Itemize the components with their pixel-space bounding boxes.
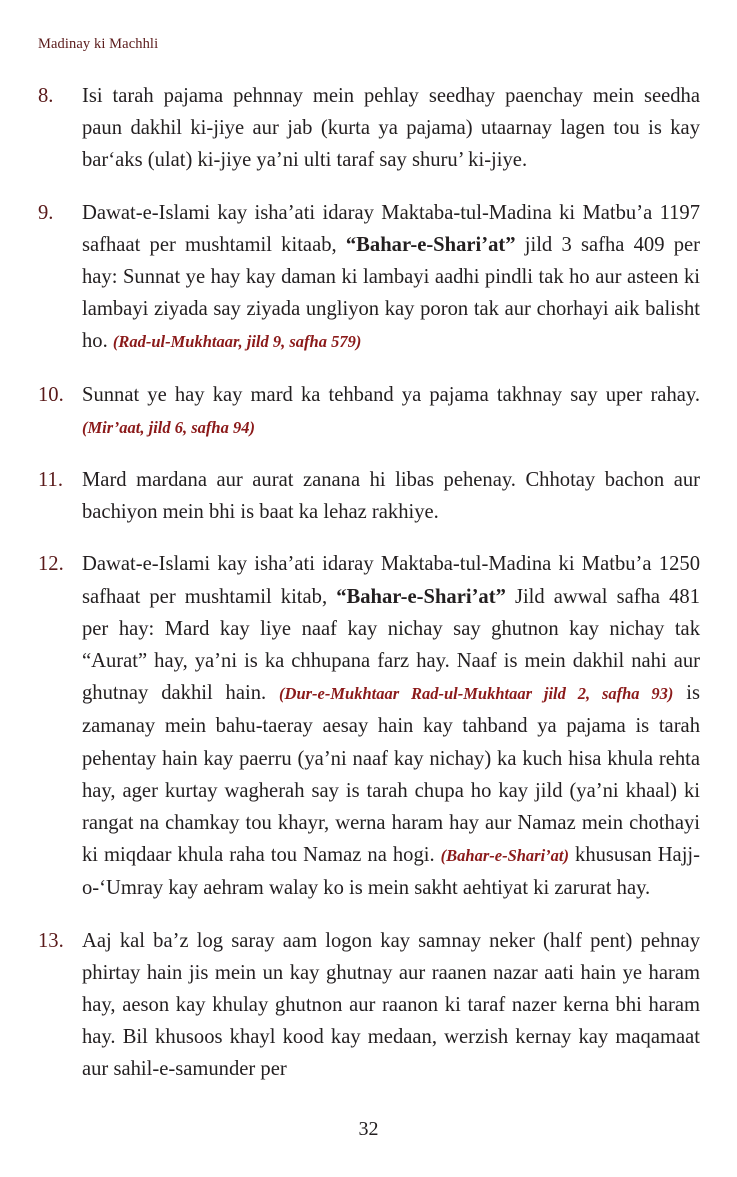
list-item-8 (38, 80, 700, 177)
list-item-9 (38, 197, 700, 359)
citation: (Dur-e-Mukhtaar Rad-ul-Mukhtaar jild 2, safha 93) (279, 684, 674, 704)
item-list (38, 80, 700, 1106)
citation: (Bahar-e-Shari’at) (440, 846, 569, 866)
item-text: Aaj kal ba’z log saray aam logon kay samnay neker (half pent) pehnay phirtay hain jis mein un kay ghutnay aur raanen nazar aati hain ye haram hay, aeson kay khulay ghutnon aur raanon ki taraf nazer kerna bhi haram hay. Bil khusoos khayl kood kay medaan, werzish kernay kay maqamaat aur sahil-e-samunder per (82, 929, 700, 1081)
item-text: Dawat-e-Islami kay isha’ati idaray Maktaba-tul-Madina ki Matbu’a 1250 safhaat per mushtamil kitab, (82, 553, 700, 608)
item-text: khususan Hajj-o-‘Umray kay aehram walay ko is mein sakht aehtiyat ki zarurat hay. (82, 844, 701, 900)
list-item-11 (38, 464, 700, 528)
item-text: Jild awwal safha 481 per hay: Mard kay liye naaf kay nichay say ghutnon kay nichay tak “Aurat” hay, ya’ni is ka chhupana farz hay. Naaf is mein dakhil nahi aur ghutnay dakhil hain. (82, 585, 701, 705)
item-number: 8. (38, 85, 54, 107)
list-item-13 (38, 925, 700, 1086)
item-number: 11. (38, 469, 63, 492)
running-head: Madinay ki Machhli (38, 36, 159, 52)
page-number: 32 (358, 1118, 379, 1140)
list-item-12 (38, 548, 700, 904)
item-number: 12. (38, 553, 64, 576)
citation: (Mir’aat, jild 6, safha 94) (82, 417, 255, 437)
item-text: Dawat-e-Islami kay isha’ati idaray Maktaba-tul-Madina ki Matbu’a 1197 safhaat per mushtamil kitaab, (82, 201, 700, 256)
item-number: 10. (38, 383, 64, 406)
citation: (Rad-ul-Mukhtaar, jild 9, safha 579) (112, 332, 362, 352)
item-number: 13. (38, 929, 64, 952)
book-title: “Bahar-e-Shari’at” (345, 233, 516, 256)
item-text: is zamanay mein bahu-taeray aesay hain kay tahband ya pajama is tarah pehentay hain kay paerru (ya’ni naaf kay nichay) ka kuch hisa khula rehta hay, ager kurtay wagherah say is tarah chupa ho kay jild (ya’ni khaal) ki rangat na chamkay tou khayr, werna haram hay aur Namaz mein chothayi ki miqdaar khula raha tou Namaz na hogi. (82, 682, 700, 867)
item-text: Sunnat ye hay kay mard ka tehband ya pajama takhnay say uper rahay. (82, 383, 700, 406)
item-text: Mard mardana aur aurat zanana hi libas pehenay. Chhotay bachon aur bachiyon mein bhi is baat ka lehaz rakhiye. (82, 469, 700, 524)
list-item-10 (38, 379, 700, 444)
book-title: “Bahar-e-Shari’at” (336, 585, 506, 608)
item-text: Isi tarah pajama pehnnay mein pehlay seedhay paenchay mein seedha paun dakhil ki-jiye aur jab (kurta ya pajama) utaarnay lagen tou is kay bar‘aks (ulat) ki-jiye ya’ni ulti taraf say shuru’ ki-jiye. (82, 85, 700, 172)
item-text: jild 3 safha 409 per hay: Sunnat ye hay kay daman ki lambayi aadhi pindli tak ho aur asteen ki lambayi ziyada say ziyada ungliyon kay poron tak aur chorhayi aik balisht ho. (82, 233, 701, 353)
item-number: 9. (38, 201, 54, 224)
